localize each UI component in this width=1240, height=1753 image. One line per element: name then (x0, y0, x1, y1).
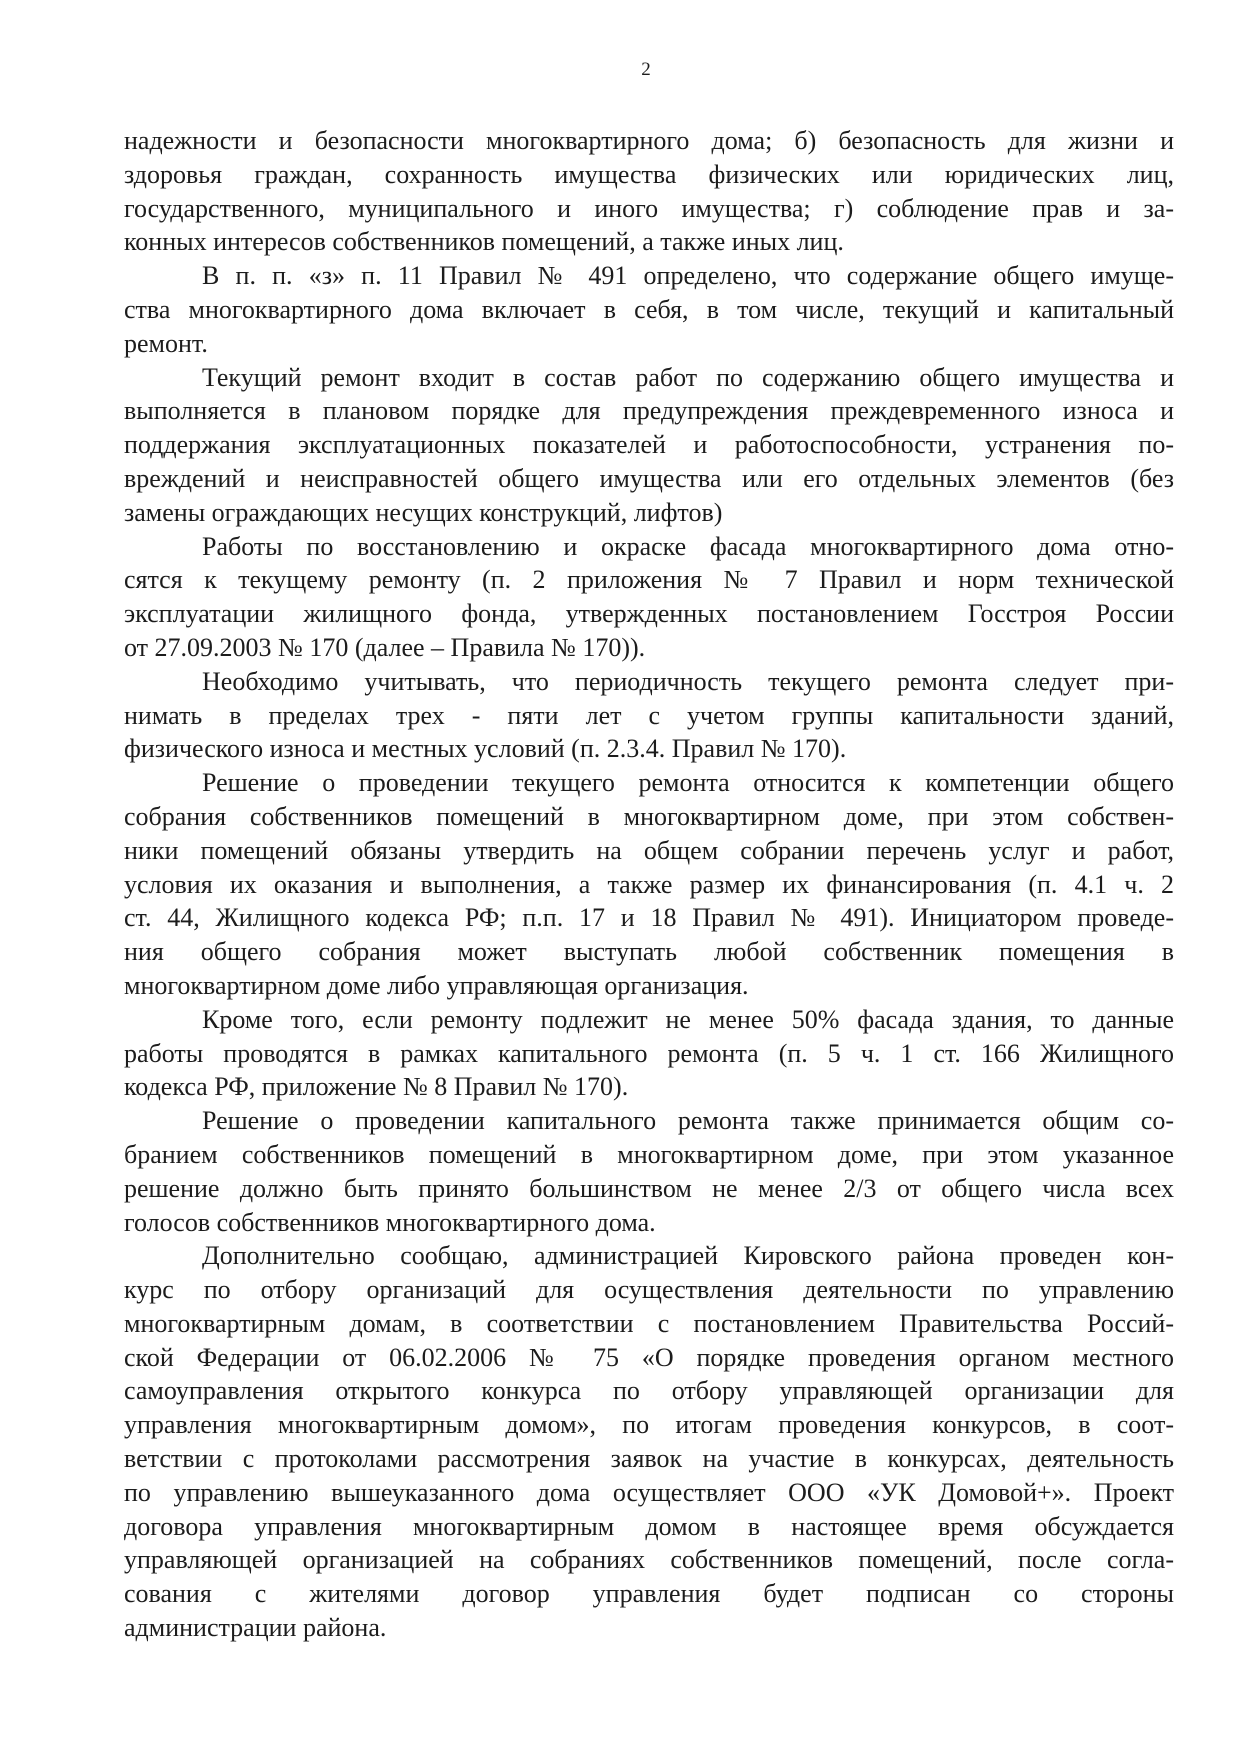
text-line: надежности и безопасности многоквартирного дома; б) безопасность для жизни и (124, 126, 1174, 155)
text-line: многоквартирным домам, в соответствии с постановлением Правительства Россий- (124, 1308, 1174, 1338)
text-line: условия их оказания и выполнения, а также размер их финансирования (п. 4.1 ч. 2 (124, 869, 1174, 899)
paragraph (124, 1239, 1174, 1645)
text-line: поддержания эксплуатационных показателей и работоспособности, устранения по- (124, 430, 1174, 460)
text-line: ветствии с протоколами рассмотрения заявок на участие в конкурсах, деятельность (124, 1444, 1174, 1474)
text-line: Решение о проведении капитального ремонта также принимается общим со- (202, 1106, 1174, 1136)
paragraph (124, 259, 1174, 360)
paragraph (124, 766, 1174, 1003)
text-line: замены ограждающих несущих конструкций, лифтов) (124, 497, 723, 527)
text-line: ства многоквартирного дома включает в себя, в том числе, текущий и капитальный (124, 294, 1174, 324)
text-line: голосов собственников многоквартирного дома. (124, 1207, 656, 1237)
text-line: Работы по восстановлению и окраске фасада многоквартирного дома отно- (202, 531, 1174, 561)
paragraph (124, 1104, 1174, 1239)
text-line: работы проводятся в рамках капитального ремонта (п. 5 ч. 1 ст. 166 Жилищного (124, 1038, 1174, 1068)
text-line: сятся к текущему ремонту (п. 2 приложения № 7 Правил и норм технической (124, 565, 1174, 595)
paragraph (124, 1003, 1174, 1104)
text-line: многоквартирном доме либо управляющая организация. (124, 970, 749, 1000)
text-line: выполняется в плановом порядке для предупреждения преждевременного износа и (124, 396, 1174, 426)
text-line: курс по отбору организаций для осуществления деятельности по управлению (124, 1275, 1174, 1305)
paragraph (124, 665, 1174, 766)
text-line: вреждений и неисправностей общего имущества или его отдельных элементов (без (124, 463, 1174, 493)
paragraph (124, 530, 1174, 665)
text-line: от 27.09.2003 № 170 (далее – Правила № 170)). (124, 632, 646, 662)
text-line: администрации района. (124, 1613, 387, 1643)
text-line: государственного, муниципального и иного имущества; г) соблюдение прав и за- (124, 193, 1174, 223)
text-line: решение должно быть принято большинством не менее 2/3 от общего числа всех (124, 1173, 1174, 1203)
text-line: Необходимо учитывать, что периодичность текущего ремонта следует при- (202, 666, 1174, 696)
text-line: ники помещений обязаны утвердить на общем собрании перечень услуг и работ, (124, 835, 1174, 865)
text-line: бранием собственников помещений в многоквартирном доме, при этом указанное (124, 1139, 1174, 1169)
text-line: ния общего собрания может выступать любой собственник помещения в (124, 937, 1174, 967)
page-number: 2 (641, 59, 651, 80)
text-line: управляющей организацией на собраниях собственников помещений, после согла- (124, 1545, 1174, 1575)
text-line: управления многоквартирным домом», по итогам проведения конкурсов, в соот- (124, 1410, 1174, 1440)
paragraph (124, 124, 1174, 259)
text-line: ской Федерации от 06.02.2006 № 75 «О порядке проведения органом местного (124, 1342, 1174, 1372)
text-line: Текущий ремонт входит в состав работ по содержанию общего имущества и (202, 362, 1174, 392)
text-line: договора управления многоквартирным домом в настоящее время обсуждается (124, 1511, 1174, 1541)
text-line: нимать в пределах трех - пяти лет с учетом группы капитальности зданий, (124, 700, 1174, 730)
text-line: Кроме того, если ремонту подлежит не менее 50% фасада здания, то данные (202, 1004, 1174, 1034)
text-line: ст. 44, Жилищного кодекса РФ; п.п. 17 и 18 Правил № 491). Инициатором проведе- (124, 903, 1174, 933)
text-line: сования с жителями договор управления будет подписан со стороны (124, 1579, 1174, 1609)
text-line: по управлению вышеуказанного дома осуществляет ООО «УК Домовой+». Проект (124, 1477, 1174, 1507)
text-line: собрания собственников помещений в многоквартирном доме, при этом собствен- (124, 801, 1174, 831)
paragraph (124, 361, 1174, 530)
text-line: Решение о проведении текущего ремонта относится к компетенции общего (202, 768, 1174, 798)
text-line: здоровья граждан, сохранность имущества физических или юридических лиц, (124, 159, 1174, 189)
text-line: Дополнительно сообщаю, администрацией Кировского района проведен кон- (202, 1241, 1174, 1271)
text-line: конных интересов собственников помещений, а также иных лиц. (124, 227, 844, 257)
text-line: ремонт. (124, 328, 208, 358)
text-line: самоуправления открытого конкурса по отбору управляющей организации для (124, 1376, 1174, 1406)
text-line: эксплуатации жилищного фонда, утвержденных постановлением Госстроя России (124, 599, 1174, 629)
text-line: кодекса РФ, приложение № 8 Правил № 170). (124, 1072, 629, 1102)
text-line: физического износа и местных условий (п. 2.3.4. Правил № 170). (124, 734, 847, 764)
document-body (124, 124, 1174, 1645)
text-line: В п. п. «з» п. 11 Правил № 491 определено, что содержание общего имуще- (202, 261, 1174, 291)
